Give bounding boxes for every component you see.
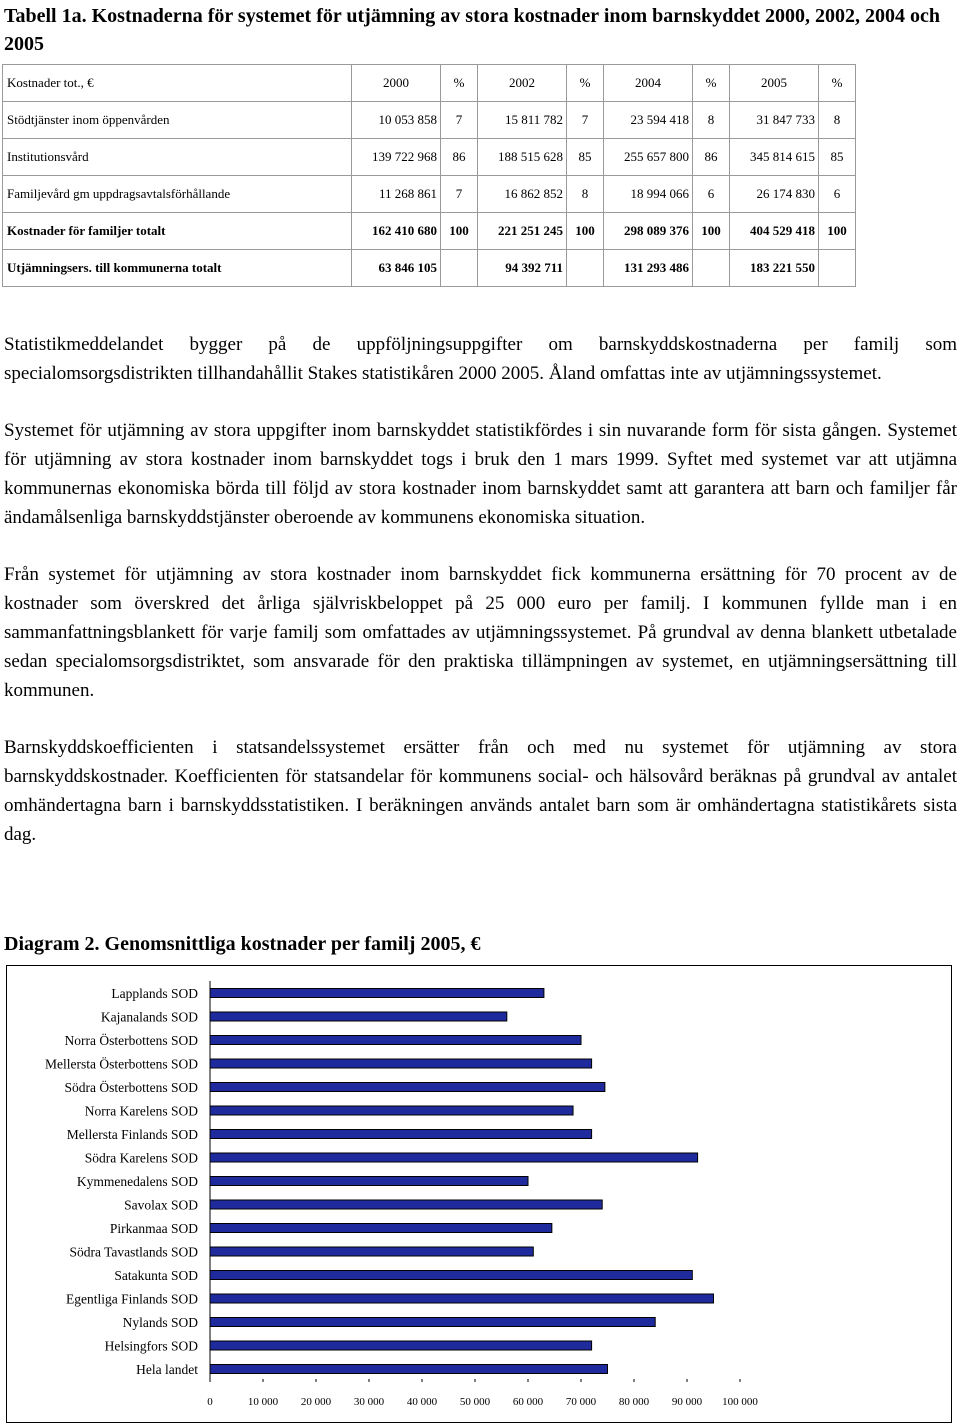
amount-cell: 10 053 858: [352, 102, 441, 139]
x-tick-label: 50 000: [459, 1396, 491, 1408]
bar: [210, 1271, 692, 1280]
percent-cell: [819, 250, 856, 287]
category-label: Norra Österbottens SOD: [64, 1033, 198, 1048]
bar: [210, 1200, 602, 1209]
category-label: Södra Österbottens SOD: [64, 1080, 198, 1095]
amount-cell: 15 811 782: [478, 102, 567, 139]
amount-cell: 255 657 800: [604, 139, 693, 176]
table-row: [3, 176, 856, 213]
percent-cell: 7: [441, 176, 478, 213]
row-label: Stödtjänster inom öppenvården: [3, 102, 352, 139]
column-header: %: [819, 65, 856, 102]
table-row: [3, 213, 856, 250]
x-tick-label: 80 000: [618, 1396, 650, 1408]
category-label: Savolax SOD: [124, 1197, 198, 1213]
percent-cell: 6: [693, 176, 730, 213]
bar: [210, 1365, 608, 1374]
category-label: Hela landet: [136, 1362, 198, 1377]
amount-cell: 11 268 861: [352, 176, 441, 213]
amount-cell: 23 594 418: [604, 102, 693, 139]
costs-table: [2, 64, 856, 287]
amount-cell: 188 515 628: [478, 139, 567, 176]
column-header: 2005: [730, 65, 819, 102]
column-header: %: [693, 65, 730, 102]
percent-cell: 7: [567, 102, 604, 139]
category-label: Satakunta SOD: [114, 1268, 198, 1283]
amount-cell: 131 293 486: [604, 250, 693, 287]
column-header: %: [567, 65, 604, 102]
column-header: Kostnader tot., €: [3, 65, 352, 102]
amount-cell: 139 722 968: [352, 139, 441, 176]
percent-cell: [693, 250, 730, 287]
amount-cell: 16 862 852: [478, 176, 567, 213]
paragraph-1: Statistikmeddelandet bygger på de uppföljningsuppgifter om barnskyddskostnaderna per familj som specialomsorgsdistrikten tillhandahållit Stakes statistikåren 2000 2005. Åland omfattas inte av utjämningssystemet.: [4, 334, 957, 384]
bar: [210, 1130, 592, 1139]
row-label: Kostnader för familjer totalt: [3, 213, 352, 250]
percent-cell: 8: [693, 102, 730, 139]
x-tick-label: 100 000: [722, 1396, 758, 1408]
x-tick-label: 10 000: [247, 1396, 279, 1408]
category-label: Egentliga Finlands SOD: [66, 1291, 198, 1307]
amount-cell: 183 221 550: [730, 250, 819, 287]
percent-cell: 100: [441, 213, 478, 250]
body-text: [4, 330, 957, 877]
percent-cell: [441, 250, 478, 287]
amount-cell: 404 529 418: [730, 213, 819, 250]
x-tick-label: 70 000: [565, 1396, 597, 1408]
bar: [210, 1036, 581, 1045]
table-header-row: [3, 65, 856, 102]
table-title: Tabell 1a. Kostnaderna för systemet för utjämning av stora kostnader inom barnskyddet 2000, 2002, 2004 och 2005: [4, 5, 940, 55]
percent-cell: 8: [819, 102, 856, 139]
column-header: 2000: [352, 65, 441, 102]
percent-cell: 6: [819, 176, 856, 213]
amount-cell: 63 846 105: [352, 250, 441, 287]
table-row: [3, 139, 856, 176]
amount-cell: 298 089 376: [604, 213, 693, 250]
bar: [210, 1012, 507, 1021]
x-tick-label: 60 000: [512, 1396, 544, 1408]
amount-cell: 26 174 830: [730, 176, 819, 213]
bar-chart: [6, 965, 952, 1423]
column-header: %: [441, 65, 478, 102]
percent-cell: 7: [441, 102, 478, 139]
percent-cell: 85: [819, 139, 856, 176]
category-label: Södra Karelens SOD: [84, 1150, 198, 1166]
percent-cell: 86: [693, 139, 730, 176]
bar: [210, 1106, 573, 1115]
bar: [210, 1224, 552, 1233]
bar: [210, 1341, 592, 1350]
category-label: Kajanalands SOD: [100, 1009, 198, 1025]
paragraph-2: Systemet för utjämning av stora uppgifter inom barnskyddet statistikfördes i sin nuvarande form för sista gången. Systemet för utjämning av stora kostnader inom barnskyddet togs i bruk den 1 mars 1999. Syftet med systemet var att utjämna kommunernas ekonomiska börda till följd av stora kostnader inom barnskyddet samt att garantera att barn och familjer får ändamålsenliga barnskyddstjänster oberoende av kommunens ekonomiska situation.: [4, 420, 957, 528]
category-label: Södra Tavastlands SOD: [69, 1244, 198, 1260]
chart-title: Diagram 2. Genomsnittliga kostnader per familj 2005, €: [4, 933, 481, 955]
x-tick-label: 40 000: [406, 1396, 438, 1408]
table-row: [3, 250, 856, 287]
amount-cell: 221 251 245: [478, 213, 567, 250]
category-label: Kymmenedalens SOD: [76, 1174, 198, 1189]
percent-cell: 100: [567, 213, 604, 250]
bar: [210, 989, 544, 998]
category-label: Helsingfors SOD: [104, 1338, 198, 1354]
bar: [210, 1318, 655, 1327]
paragraph-3: Från systemet för utjämning av stora kostnader inom barnskyddet fick kommunerna ersättning för 70 procent av de kostnader som överskred det årliga självriskbeloppet på 25 000 euro per familj. I kommunen fyllde man i en sammanfattningsblankett för varje familj som omfattades av utjämningssystemet. På grundval av denna blankett utbetalade sedan specialomsorgsdistriktet, som ansvarade för den praktiska tillämpningen av systemet, en utjämningsersättning till kommunen.: [4, 564, 957, 701]
category-label: Pirkanmaa SOD: [109, 1221, 198, 1236]
percent-cell: 100: [693, 213, 730, 250]
amount-cell: 345 814 615: [730, 139, 819, 176]
bar: [210, 1177, 528, 1186]
bar: [210, 1059, 592, 1068]
paragraph-4: Barnskyddskoefficienten i statsandelssystemet ersätter från och med nu systemet för utjämning av stora barnskyddskostnader. Koefficienten för statsandelar för kommunens social- och hälsovård beräknas på grundval av antalet omhändertagna barn i barnskyddsstatistiken. I beräkningen används antalet barn som är omhändertagna statistikårets sista dag.: [4, 737, 957, 845]
bar: [210, 1083, 605, 1092]
table-row: [3, 102, 856, 139]
row-label: Utjämningsers. till kommunerna totalt: [3, 250, 352, 287]
category-label: Mellersta Österbottens SOD: [45, 1056, 198, 1072]
row-label: Institutionsvård: [3, 139, 352, 176]
category-label: Nylands SOD: [122, 1315, 198, 1330]
column-header: 2002: [478, 65, 567, 102]
percent-cell: 86: [441, 139, 478, 176]
percent-cell: [567, 250, 604, 287]
column-header: 2004: [604, 65, 693, 102]
x-tick-label: 30 000: [353, 1396, 385, 1408]
bar: [210, 1153, 698, 1162]
percent-cell: 100: [819, 213, 856, 250]
x-tick-label: 20 000: [300, 1396, 332, 1408]
category-label: Lapplands SOD: [111, 986, 198, 1001]
category-label: Mellersta Finlands SOD: [66, 1127, 198, 1142]
amount-cell: 162 410 680: [352, 213, 441, 250]
x-tick-label: 90 000: [671, 1396, 703, 1408]
amount-cell: 31 847 733: [730, 102, 819, 139]
amount-cell: 94 392 711: [478, 250, 567, 287]
bar: [210, 1247, 533, 1256]
percent-cell: 85: [567, 139, 604, 176]
percent-cell: 8: [567, 176, 604, 213]
amount-cell: 18 994 066: [604, 176, 693, 213]
category-label: Norra Karelens SOD: [84, 1103, 198, 1119]
row-label: Familjevård gm uppdragsavtalsförhållande: [3, 176, 352, 213]
bar-chart-svg: [7, 966, 953, 1424]
x-tick-label: 0: [207, 1396, 213, 1408]
bar: [210, 1294, 714, 1303]
